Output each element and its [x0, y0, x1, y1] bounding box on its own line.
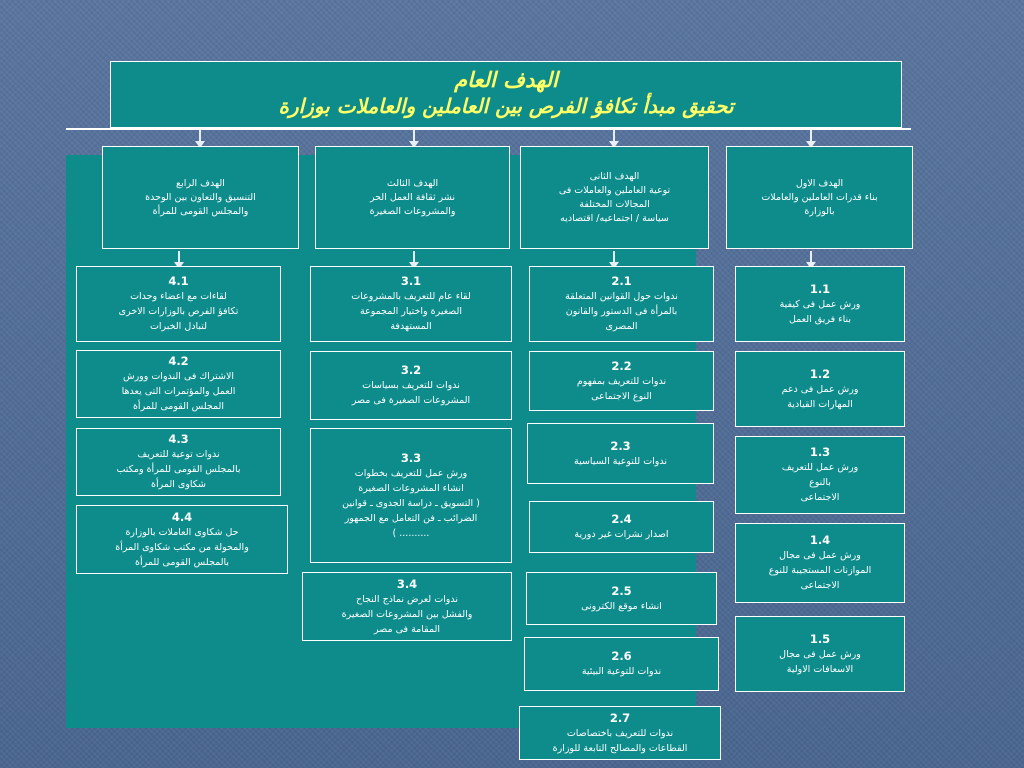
activity-4-4: [76, 505, 288, 574]
activity-2-7-text: ندوات للتعريف باختصاصات القطاعات والمصالح التابعة للوزارة: [552, 727, 688, 754]
activity-2-3-num: 2.3: [610, 438, 631, 453]
activity-1-5: [735, 616, 905, 692]
activity-3-4-num: 3.4: [396, 576, 418, 591]
arrow-goal-2: [613, 130, 615, 142]
activity-1-2: [735, 351, 905, 427]
activity-2-6-text: ندوات للتوعية البيئية: [581, 666, 662, 677]
arrow-goal-3: [413, 130, 415, 142]
activity-4-3-num: 4.3: [168, 432, 189, 446]
arrow-goal-4: [199, 130, 201, 142]
goal-3-text: الهدف الثالث نشر ثقافة العمل الحر والمشروعات الصغيرة: [369, 177, 456, 217]
activity-2-5-text: انشاء موقع الكترونى: [581, 600, 662, 612]
activity-3-2-num: 3.2: [400, 363, 422, 377]
activity-2-5: [526, 572, 717, 625]
activity-4-2-num: 4.2: [168, 354, 189, 368]
activity-3-2: [310, 351, 512, 420]
connector-line: [66, 128, 911, 130]
activity-2-7-num: 2.7: [609, 710, 631, 725]
activity-1-1: [735, 266, 905, 342]
general-goal-box: [110, 61, 902, 128]
activity-1-5-num: 1.5: [809, 631, 831, 646]
activity-2-4-num: 2.4: [611, 512, 632, 526]
activity-3-1: [310, 266, 512, 342]
goal-4-text: الهدف الرابع التنسيق والتعاون بين الوحدة والمجلس القومى للمرأة: [145, 177, 256, 217]
arrow-col-4: [178, 251, 180, 263]
arrow-col-2: [613, 251, 615, 263]
activity-4-3: [76, 428, 281, 496]
activity-1-3: [735, 436, 905, 514]
activity-3-3-text: ورش عمل للتعريف بخطوات انشاء المشروعات الصغيرة ( التسويق ـ دراسة الجدوى ـ قوانين الضرائب ـ فن التعامل مع الجمهور .......... ): [342, 467, 480, 539]
activity-3-3-num: 3.3: [400, 450, 422, 465]
activity-3-4: [302, 572, 512, 641]
activity-4-1: [76, 266, 281, 342]
activity-1-2-text: ورش عمل فى دعم المهارات القيادية: [781, 383, 859, 410]
activity-3-3: [310, 428, 512, 563]
activity-1-1-text: ورش عمل فى كيفية بناء فريق العمل: [779, 298, 861, 325]
activity-1-3-text: ورش عمل للتعريف بالنوع الاجتماعى: [781, 462, 859, 503]
activity-3-4-text: ندوات لعرض نماذج النجاح والفشل بين المشروعات الصغيرة المقامة فى مصر: [341, 593, 473, 635]
activity-4-1-num: 4.1: [168, 274, 189, 288]
goal-1-text: الهدف الاول بناء قدرات العاملين والعاملات بالوزارة: [761, 177, 878, 217]
arrow-col-1: [810, 251, 812, 263]
activity-4-4-text: حل شكاوى العاملات بالوزارة والمحولة من مكتب شكاوى المرأة بالمجلس القومى للمرأة: [115, 526, 249, 568]
activity-1-2-num: 1.2: [809, 366, 831, 381]
activity-2-2-text: ندوات للتعريف بمفهوم النوع الاجتماعى: [576, 375, 667, 402]
activity-3-1-num: 3.1: [400, 274, 422, 288]
activity-2-2: [529, 351, 714, 411]
arrow-col-3: [413, 251, 415, 263]
goal-box-4: [102, 146, 299, 249]
activity-2-6-num: 2.6: [611, 649, 632, 663]
activity-2-4-text: اصدار نشرات غير دورية: [574, 529, 669, 540]
activity-1-3-num: 1.3: [809, 445, 831, 459]
activity-1-1-num: 1.1: [809, 281, 831, 296]
activity-1-5-text: ورش عمل فى مجال الاسعافات الاولية: [779, 648, 861, 675]
activity-1-4-num: 1.4: [809, 533, 831, 547]
activity-2-4: [529, 501, 714, 553]
activity-4-3-text: ندوات توعية للتعريف بالمجلس القومى للمرأة ومكتب شكاوى المرأة: [116, 449, 241, 490]
activity-4-2: [76, 350, 281, 418]
goal-box-2: [520, 146, 709, 249]
goal-2-text: الهدف الثانى توعية العاملين والعاملات فى المجالات المختلفة سياسة / اجتماعيه/ اقتصاديه: [558, 170, 671, 224]
activity-2-1: [529, 266, 714, 342]
activity-2-3-text: ندوات للتوعية السياسية: [574, 455, 667, 467]
general-goal-text: تحقيق مبدأ تكافؤ الفرص بين العاملين والعاملات بوزارة: [278, 94, 734, 118]
activity-3-2-text: ندوات للتعريف بسياسات المشروعات الصغيرة فى مصر: [351, 380, 471, 406]
activity-2-1-text: ندوات حول القوانين المتعلقة بالمرأة فى الدستور والقانون المصرى: [565, 291, 678, 332]
activity-2-1-num: 2.1: [611, 274, 632, 288]
goal-box-3: [315, 146, 510, 249]
activity-2-7: [519, 706, 721, 760]
activity-2-3: [527, 423, 714, 484]
goal-box-1: [726, 146, 913, 249]
activity-4-4-num: 4.4: [171, 509, 193, 524]
activity-2-2-num: 2.2: [611, 358, 632, 373]
activity-2-5-num: 2.5: [611, 583, 632, 598]
activity-3-1-text: لقاء عام للتعريف بالمشروعات الصغيرة واختيار المجموعة المستهدفة: [351, 291, 471, 332]
arrow-goal-1: [810, 130, 812, 142]
general-goal-heading: الهدف العام: [454, 67, 558, 92]
activity-4-1-text: لقاءات مع اعضاء وحدات تكافؤ الفرص بالوزارات الاخرى لتبادل الخبرات: [118, 291, 239, 332]
activity-1-4: [735, 523, 905, 603]
activity-4-2-text: الاشتراك فى الندوات وورش العمل والمؤتمرات التى يعدها المجلس القومى للمرأة: [121, 371, 236, 412]
activity-1-4-text: ورش عمل فى مجال الموازنات المستجيبة للنوع الاجتماعى: [768, 550, 872, 591]
activity-2-6: [524, 637, 719, 691]
